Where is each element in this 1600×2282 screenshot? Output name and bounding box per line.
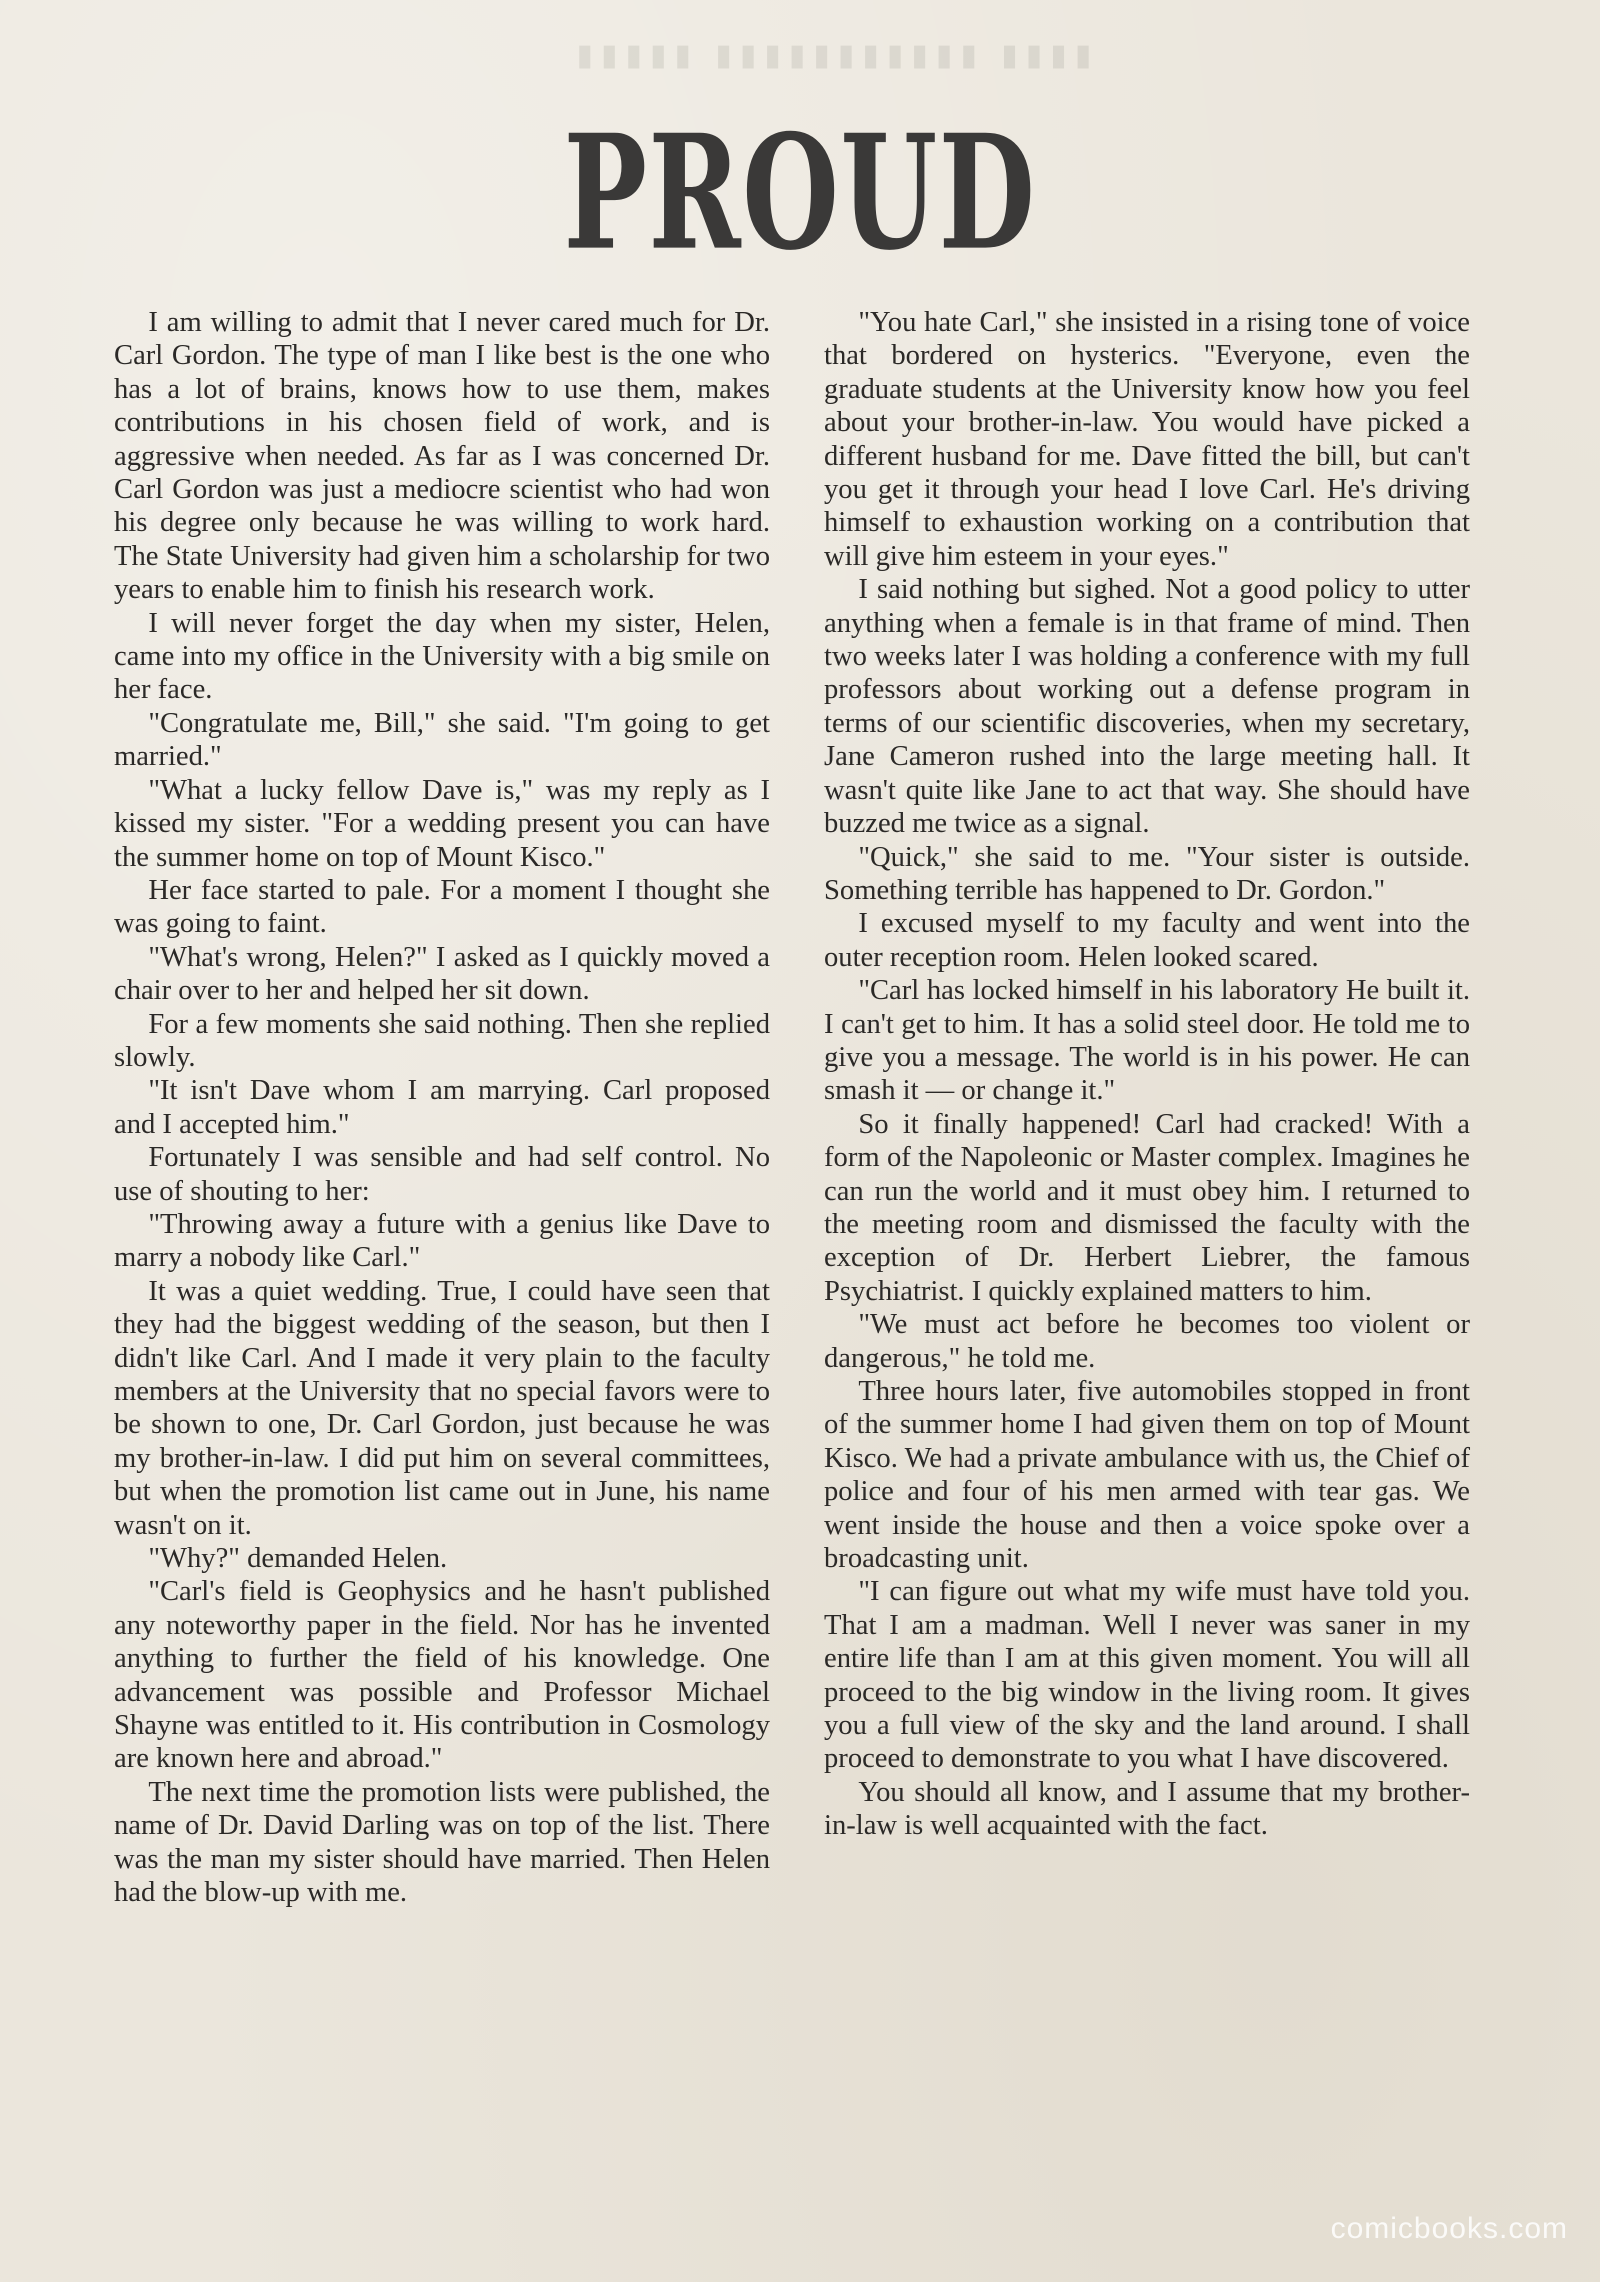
paragraph: "We must act before he becomes too violent or dangerous," he told me. <box>824 1309 1470 1374</box>
paragraph: "You hate Carl," she insisted in a rising tone of voice that bordered on hysterics. "Everyone, even the graduate students at the University know how you feel about your brother-in-law. You would have picked a different husband for me. Dave fitted the bill, but can't you get it through your head I love Carl. He's driving himself to exhaustion working on a contribution that will give him esteem in your eyes." <box>824 307 1470 572</box>
paragraph: Fortunately I was sensible and had self control. No use of shouting to her: <box>114 1142 770 1207</box>
paragraph: "It isn't Dave whom I am marrying. Carl proposed and I accepted him." <box>114 1075 770 1140</box>
paragraph: For a few moments she said nothing. Then she replied slowly. <box>114 1008 770 1073</box>
paragraph: I am willing to admit that I never cared much for Dr. Carl Gordon. The type of man I like best is the one who has a lot of brains, knows how to use them, makes contributions in his chosen field of work, and is aggressive when needed. As far as I was concerned Dr. Carl Gordon was just a mediocre scientist who had won his degree only because he was willing to work hard. The State University had given him a scholarship for two years to enable him to finish his research work. <box>114 307 770 606</box>
paragraph: I excused myself to my faculty and went into the outer reception room. Helen looked scared. <box>824 908 1470 973</box>
paragraph: "Carl's field is Geophysics and he hasn't published any noteworthy paper in the field. Nor has he invented anything to further the field of his knowledge. One advancement was possible and Professor Michael Shayne was entitled to it. His contribution in Cosmology are known here and abroad." <box>114 1576 770 1775</box>
paragraph: "What's wrong, Helen?" I asked as I quickly moved a chair over to her and helped her sit down. <box>114 941 770 1007</box>
bleed-through-text: ▮▮▮▮ ▮▮▮▮▮▮▮▮▮▮▮ ▮▮▮▮▮ <box>568 39 1092 72</box>
paragraph: Three hours later, five automobiles stopped in front of the summer home I had given them on top of Mount Kisco. We had a private ambulance with us, the Chief of police and four of his men armed with tear gas. We went inside the house and then a voice spoke over a broadcasting unit. <box>824 1376 1470 1575</box>
paragraph: The next time the promotion lists were published, the name of Dr. David Darling was on top of the list. There was the man my sister should have married. Then Helen had the blow-up with me. <box>114 1776 770 1909</box>
paragraph: "Carl has locked himself in his laboratory He built it. I can't get to him. It has a solid steel door. He told me to give you a message. The world is in his power. He can smash it — or change it." <box>824 975 1470 1107</box>
paragraph: So it finally happened! Carl had cracked! With a form of the Napoleonic or Master complex. Imagines he can run the world and it must obey him. I returned to the meeting room and dismissed the faculty with the exception of Dr. Herbert Liebrer, the famous Psychiatrist. I quickly explained matters to him. <box>824 1108 1470 1307</box>
paragraph: "What a lucky fellow Dave is," was my reply as I kissed my sister. "For a wedding present you can have the summer home on top of Mount Kisco." <box>114 774 770 873</box>
left-text-column <box>114 306 770 1910</box>
right-text-column <box>824 306 1470 1843</box>
paragraph: "Throwing away a future with a genius like Dave to marry a nobody like Carl." <box>114 1208 770 1274</box>
paragraph: "Quick," she said to me. "Your sister is outside. Something terrible has happened to Dr. Gordon." <box>824 841 1470 906</box>
paragraph: You should all know, and I assume that my brother-in-law is well acquainted with the fact. <box>824 1776 1470 1842</box>
paragraph: It was a quiet wedding. True, I could have seen that they had the biggest wedding of the season, but then I didn't like Carl. And I made it very plain to the faculty members at the University that no special favors were to be shown to one, Dr. Carl Gordon, just because he was my brother-in-law. I did put him on several committees, but when the promotion list came out in June, his name wasn't on it. <box>114 1275 770 1541</box>
story-title: PROUD <box>563 100 1037 286</box>
paragraph: "Congratulate me, Bill," she said. "I'm going to get married." <box>114 707 770 773</box>
paragraph: Her face started to pale. For a moment I thought she was going to faint. <box>114 874 770 940</box>
paragraph: I said nothing but sighed. Not a good policy to utter anything when a female is in that frame of mind. Then two weeks later I was holding a conference with my full professors about working out a defense program in terms of our scientific discoveries, when my secretary, Jane Cameron rushed into the large meeting hall. It wasn't quite like Jane to act that way. She should have buzzed me twice as a signal. <box>824 574 1470 840</box>
paragraph: I will never forget the day when my sister, Helen, came into my office in the University with a big smile on her face. <box>114 607 770 706</box>
paragraph: "Why?" demanded Helen. <box>148 1543 448 1575</box>
paragraph: "I can figure out what my wife must have told you. That I am a madman. Well I never was saner in my entire life than I am at this given moment. You will all proceed to the big window in the living room. It gives you a full view of the sky and the land around. I shall proceed to demonstrate to you what I have discovered. <box>824 1576 1470 1775</box>
site-watermark: comicbooks.com <box>1330 2212 1568 2245</box>
